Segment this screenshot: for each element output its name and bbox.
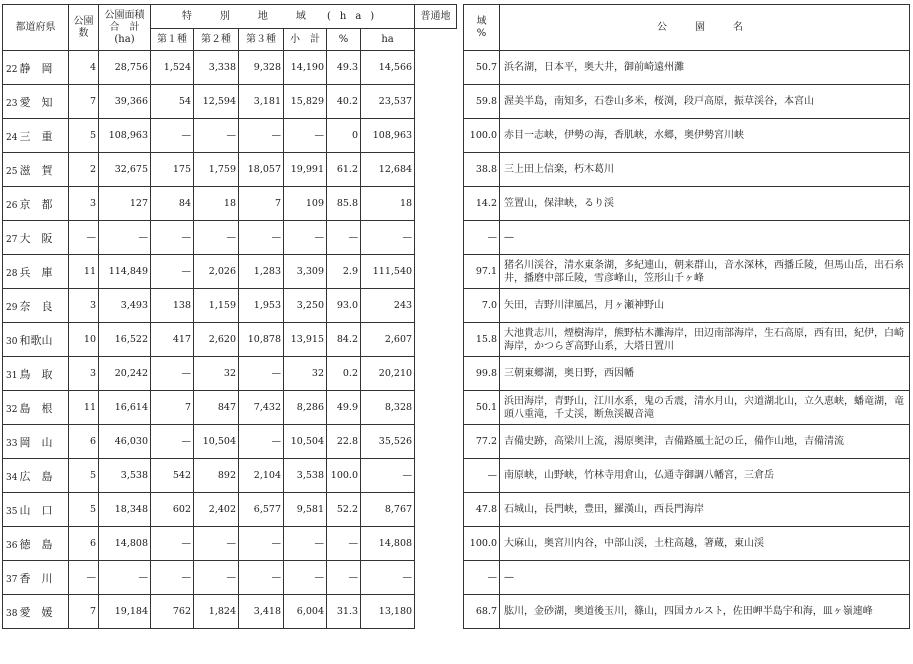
header-park-area [99,5,151,51]
ordinary-area-cell: 14,808 [361,527,415,561]
table-row [464,323,910,357]
prefecture-number: 27 [6,234,18,245]
park-count-cell: 3 [69,357,99,391]
ordinary-percent-cell: — [464,459,500,493]
table-row [464,221,910,255]
prefecture-number: 23 [6,98,18,109]
park-area-cell: 32,675 [99,153,151,187]
ordinary-percent-cell: 59.8 [464,85,500,119]
class1-cell: 417 [151,323,194,357]
table-row [3,119,457,153]
special-percent-cell: 49.3 [327,51,361,85]
class3-cell: — [239,357,284,391]
ordinary-area-cell: 243 [361,289,415,323]
ordinary-area-cell: 111,540 [361,255,415,289]
class3-cell: 10,878 [239,323,284,357]
prefecture-name: 大 阪 [19,231,53,245]
table-row [464,595,910,629]
table-row [464,187,910,221]
prefecture-number: 37 [6,574,18,585]
park-count-cell: 5 [69,459,99,493]
park-area-cell: 127 [99,187,151,221]
park-names-table [463,4,910,629]
ordinary-percent-cell: 68.7 [464,595,500,629]
header-class2: 第２種 [194,29,239,51]
ordinary-percent-cell: 7.0 [464,289,500,323]
ordinary-area-cell: 108,963 [361,119,415,153]
subtotal-cell: 13,915 [284,323,327,357]
special-percent-cell: 49.9 [327,391,361,425]
prefecture-number: 32 [6,404,18,415]
class3-cell: — [239,561,284,595]
class1-cell: 542 [151,459,194,493]
table-row [3,595,457,629]
prefecture-number: 25 [6,166,18,177]
prefecture-name: 京 都 [19,197,53,211]
subtotal-cell: 15,829 [284,85,327,119]
special-percent-cell: 22.8 [327,425,361,459]
subtotal-cell: — [284,221,327,255]
park-names-cell: 猪名川渓谷，清水東条湖，多紀連山，朝来群山，音水深林，西播丘陵，但馬山岳，出石糸井，播磨中部丘陵，雪彦峰山，笠形山千ヶ峰 [500,255,910,289]
class2-cell: — [194,527,239,561]
ordinary-percent-cell: 38.8 [464,153,500,187]
prefecture-number: 29 [6,302,18,313]
park-names-cell: 大麻山，奥宮川内谷，中部山渓，土柱高越，箸蔵，東山渓 [500,527,910,561]
park-count-cell: 6 [69,425,99,459]
park-names-cell: 大池貴志川，煙樹海岸，熊野枯木灘海岸，田辺南部海岸，生石高原，西有田，紀伊，白崎海岸，かつらぎ高野山系，大塔日置川 [500,323,910,357]
park-names-cell: 笠置山，保津峡，るり渓 [500,187,910,221]
park-names-cell: 浜名湖，日本平，奥大井，御前崎遠州灘 [500,51,910,85]
ordinary-percent-cell: — [464,561,500,595]
class2-cell: 1,824 [194,595,239,629]
prefecture-name: 奈 良 [19,299,53,313]
prefecture-name: 岡 山 [19,435,53,449]
header-special-area: 特 別 地 域 (ha) [151,5,415,29]
ordinary-percent-cell: 50.1 [464,391,500,425]
prefecture-cell [3,391,69,425]
class2-cell: — [194,221,239,255]
park-area-cell: 16,522 [99,323,151,357]
ordinary-percent-cell: 99.8 [464,357,500,391]
class1-cell: 7 [151,391,194,425]
table-row [464,493,910,527]
ordinary-area-cell: — [361,561,415,595]
header-park-count: 公園数 [69,5,99,51]
park-count-cell: 7 [69,595,99,629]
subtotal-cell: 109 [284,187,327,221]
class2-cell: 1,159 [194,289,239,323]
prefecture-number: 30 [6,336,18,347]
prefecture-cell [3,527,69,561]
table-row [3,323,457,357]
subtotal-cell: — [284,561,327,595]
ordinary-area-cell: 12,684 [361,153,415,187]
ordinary-area-cell: 8,767 [361,493,415,527]
ordinary-area-cell: 2,607 [361,323,415,357]
table-row [464,255,910,289]
ordinary-percent-cell: 15.8 [464,323,500,357]
header-ordinary-area: 普通地 [415,5,457,29]
park-count-cell: 6 [69,527,99,561]
header-park-area-line1: 公園面積 [104,9,145,21]
prefecture-cell [3,221,69,255]
prefecture-number: 34 [6,472,18,483]
prefecture-name: 和歌山 [19,333,53,347]
park-names-cell: 三朝東郷湖，奥日野，西因幡 [500,357,910,391]
park-area-cell: 28,756 [99,51,151,85]
subtotal-cell: 3,309 [284,255,327,289]
ordinary-area-cell: 23,537 [361,85,415,119]
prefecture-name: 滋 賀 [19,163,53,177]
prefecture-cell [3,357,69,391]
class3-cell: — [239,425,284,459]
subtotal-cell: 10,504 [284,425,327,459]
subtotal-cell: 14,190 [284,51,327,85]
class1-cell: — [151,221,194,255]
class2-cell: 892 [194,459,239,493]
class2-cell: 3,338 [194,51,239,85]
table-row [3,493,457,527]
special-percent-cell: — [327,561,361,595]
header-percent: % [327,29,361,51]
park-count-cell: 4 [69,51,99,85]
park-count-cell: 5 [69,119,99,153]
prefecture-number: 36 [6,540,18,551]
park-names-cell: 浜田海岸，青野山，江川水系，鬼の舌震，清水月山，宍道湖北山，立久恵峡，蟠竜湖，竜頭八重滝，千丈渓，断魚渓観音滝 [500,391,910,425]
park-area-cell: 18,348 [99,493,151,527]
class3-cell: 7 [239,187,284,221]
class1-cell: — [151,119,194,153]
ordinary-percent-cell: 100.0 [464,119,500,153]
park-area-cell: 16,614 [99,391,151,425]
table-row [3,357,457,391]
header-ordinary-percent-label: % [476,27,487,39]
ordinary-area-cell: — [361,459,415,493]
table-row [3,459,457,493]
park-area-cell: 3,538 [99,459,151,493]
park-area-cell: 14,808 [99,527,151,561]
prefecture-cell [3,119,69,153]
header-area-label: 域 [476,15,487,27]
subtotal-cell: — [284,527,327,561]
class2-cell: 847 [194,391,239,425]
header-ordinary-unit: ha [361,29,415,51]
prefecture-cell [3,595,69,629]
ordinary-percent-cell: 97.1 [464,255,500,289]
park-names-cell: — [500,221,910,255]
park-count-cell: 11 [69,391,99,425]
table-row [464,425,910,459]
park-names-cell: 渥美半島，南知多，石巻山多米，桜渕，段戸高原，振草渓谷，本宮山 [500,85,910,119]
ordinary-percent-cell: — [464,221,500,255]
special-percent-cell: 2.9 [327,255,361,289]
park-names-cell: 矢田，吉野川津風呂，月ヶ瀬神野山 [500,289,910,323]
class2-cell: — [194,119,239,153]
header-class3: 第３種 [239,29,284,51]
ordinary-area-cell: 14,566 [361,51,415,85]
special-percent-cell: — [327,221,361,255]
prefecture-name: 愛 媛 [19,605,53,619]
special-percent-cell: — [327,527,361,561]
prefecture-cell [3,187,69,221]
table-row [464,85,910,119]
class2-cell: 10,504 [194,425,239,459]
header-ordinary-percent [464,5,500,51]
class3-cell: 18,057 [239,153,284,187]
park-count-cell: 2 [69,153,99,187]
class3-cell: 3,418 [239,595,284,629]
ordinary-area-cell: 18 [361,187,415,221]
ordinary-percent-cell: 100.0 [464,527,500,561]
header-park-names: 公 園 名 [500,5,910,51]
prefecture-name: 兵 庫 [19,265,53,279]
park-names-cell: 吉備史跡，高梁川上流，湯原奥津，吉備路風土記の丘，備作山地，吉備清流 [500,425,910,459]
class3-cell: — [239,119,284,153]
class1-cell: 175 [151,153,194,187]
ordinary-area-cell: 35,526 [361,425,415,459]
prefecture-number: 31 [6,370,18,381]
park-count-cell: 10 [69,323,99,357]
park-area-cell: 114,849 [99,255,151,289]
class1-cell: 138 [151,289,194,323]
park-area-cell: 108,963 [99,119,151,153]
class2-cell: 1,759 [194,153,239,187]
prefecture-cell [3,255,69,289]
class2-cell: 32 [194,357,239,391]
class3-cell: 3,181 [239,85,284,119]
prefecture-cell [3,425,69,459]
park-names-cell: 南原峡，山野峡，竹林寺用倉山，仏通寺御調八幡宮，三倉岳 [500,459,910,493]
prefecture-number: 28 [6,268,18,279]
class3-cell: 9,328 [239,51,284,85]
subtotal-cell: 9,581 [284,493,327,527]
table-row [464,561,910,595]
class1-cell: — [151,527,194,561]
class1-cell: 762 [151,595,194,629]
park-count-cell: — [69,561,99,595]
table-row [3,561,457,595]
class2-cell: 2,026 [194,255,239,289]
prefecture-name: 島 根 [19,401,53,415]
class1-cell: — [151,561,194,595]
ordinary-percent-cell: 50.7 [464,51,500,85]
park-count-cell: 7 [69,85,99,119]
class2-cell: 12,594 [194,85,239,119]
prefecture-cell [3,323,69,357]
park-count-cell: 11 [69,255,99,289]
table-row [464,357,910,391]
park-area-cell: 46,030 [99,425,151,459]
park-count-cell: 3 [69,289,99,323]
special-percent-cell: 31.3 [327,595,361,629]
prefecture-cell [3,493,69,527]
park-names-cell: 三上田上信楽，朽木葛川 [500,153,910,187]
park-names-cell: 赤目一志峡，伊勢の海，香肌峡，水郷，奥伊勢宮川峡 [500,119,910,153]
special-percent-cell: 40.2 [327,85,361,119]
prefecture-cell [3,85,69,119]
table-row [464,391,910,425]
special-percent-cell: 84.2 [327,323,361,357]
table-row [3,391,457,425]
park-area-cell: 20,242 [99,357,151,391]
table-row [464,459,910,493]
subtotal-cell: 19,991 [284,153,327,187]
ordinary-area-cell: 20,210 [361,357,415,391]
table-row [3,255,457,289]
prefecture-name: 鳥 取 [19,367,53,381]
table-row [464,51,910,85]
ordinary-percent-cell: 47.8 [464,493,500,527]
park-count-cell: — [69,221,99,255]
prefecture-cell [3,51,69,85]
prefecture-number: 26 [6,200,18,211]
subtotal-cell: — [284,119,327,153]
table-row [3,153,457,187]
header-park-area-line2: 合 計 [109,21,140,33]
park-area-cell: 39,366 [99,85,151,119]
table-row [464,153,910,187]
ordinary-percent-cell: 77.2 [464,425,500,459]
table-row [3,51,457,85]
prefecture-number: 35 [6,506,18,517]
class3-cell: 1,953 [239,289,284,323]
class3-cell: 6,577 [239,493,284,527]
park-area-cell: — [99,561,151,595]
table-row [464,527,910,561]
header-subtotal: 小 計 [284,29,327,51]
prefecture-name: 徳 島 [19,537,53,551]
prefecture-cell [3,459,69,493]
park-stats-table [2,4,457,629]
subtotal-cell: 32 [284,357,327,391]
class1-cell: — [151,357,194,391]
prefecture-number: 22 [6,64,18,75]
subtotal-cell: 3,538 [284,459,327,493]
class2-cell: 18 [194,187,239,221]
ordinary-area-cell: 8,328 [361,391,415,425]
header-park-area-unit: (ha) [114,33,135,45]
park-names-cell: 肱川，金砂湖，奥道後玉川，篠山，四国カルスト，佐田岬半島宇和海，皿ヶ嶺連峰 [500,595,910,629]
special-percent-cell: 93.0 [327,289,361,323]
prefecture-cell [3,561,69,595]
prefecture-number: 24 [6,132,18,143]
prefecture-name: 香 川 [19,571,53,585]
prefecture-name: 三 重 [19,129,53,143]
prefecture-number: 38 [6,608,18,619]
class3-cell: — [239,527,284,561]
park-area-cell: 19,184 [99,595,151,629]
class2-cell: — [194,561,239,595]
class2-cell: 2,402 [194,493,239,527]
park-names-cell: 石城山，長門峡，豊田，羅漢山，西長門海岸 [500,493,910,527]
class1-cell: 602 [151,493,194,527]
subtotal-cell: 3,250 [284,289,327,323]
header-class1: 第１種 [151,29,194,51]
park-names-cell: — [500,561,910,595]
special-percent-cell: 0 [327,119,361,153]
subtotal-cell: 6,004 [284,595,327,629]
prefecture-name: 山 口 [19,503,53,517]
table-row [3,85,457,119]
prefecture-cell [3,153,69,187]
ordinary-area-cell: 13,180 [361,595,415,629]
class1-cell: 84 [151,187,194,221]
class1-cell: — [151,425,194,459]
park-count-cell: 5 [69,493,99,527]
table-row [3,289,457,323]
park-count-cell: 3 [69,187,99,221]
special-percent-cell: 85.8 [327,187,361,221]
class1-cell: — [151,255,194,289]
header-prefecture: 都道府県 [3,5,69,51]
class1-cell: 1,524 [151,51,194,85]
class2-cell: 2,620 [194,323,239,357]
class3-cell: 7,432 [239,391,284,425]
table-row [3,527,457,561]
class3-cell: 2,104 [239,459,284,493]
class1-cell: 54 [151,85,194,119]
park-area-cell: — [99,221,151,255]
special-percent-cell: 0.2 [327,357,361,391]
class3-cell: — [239,221,284,255]
table-row [3,221,457,255]
class3-cell: 1,283 [239,255,284,289]
table-row [3,187,457,221]
prefecture-cell [3,289,69,323]
special-percent-cell: 61.2 [327,153,361,187]
park-area-cell: 3,493 [99,289,151,323]
subtotal-cell: 8,286 [284,391,327,425]
special-percent-cell: 52.2 [327,493,361,527]
prefecture-name: 愛 知 [19,95,53,109]
prefecture-number: 33 [6,438,18,449]
ordinary-percent-cell: 14.2 [464,187,500,221]
table-row [3,425,457,459]
table-row [464,289,910,323]
special-percent-cell: 100.0 [327,459,361,493]
prefecture-name: 広 島 [19,469,53,483]
table-row [464,119,910,153]
ordinary-area-cell: — [361,221,415,255]
prefecture-name: 静 岡 [19,61,53,75]
